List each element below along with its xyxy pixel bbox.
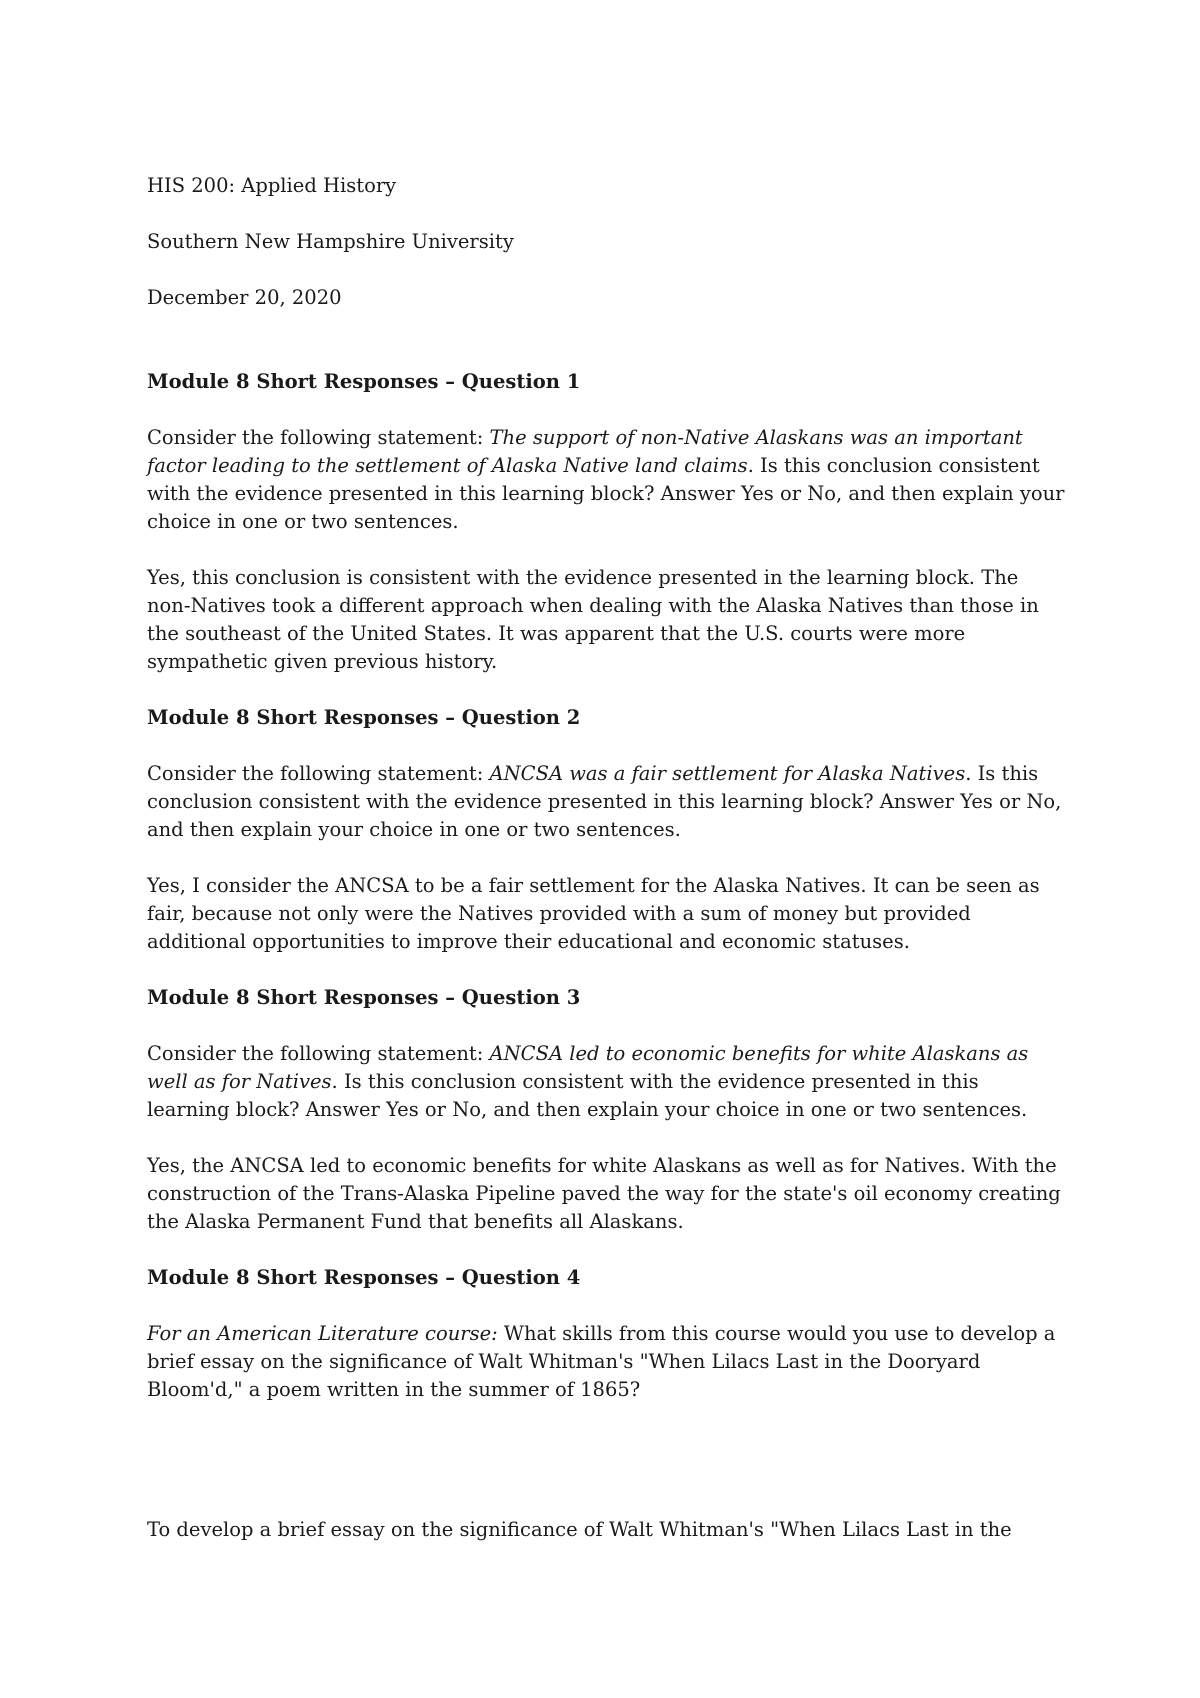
prompt-lead: Consider the following statement: <box>147 762 490 785</box>
question-heading: Module 8 Short Responses – Question 2 <box>147 706 581 729</box>
question-2-section <box>147 704 1067 956</box>
prompt-statement: For an American Literature course: <box>147 1322 498 1345</box>
question-3-section <box>147 984 1067 1236</box>
prompt-lead: Consider the following statement: <box>147 426 490 449</box>
spacer <box>147 312 1067 368</box>
university-name: Southern New Hampshire University <box>147 230 514 253</box>
answer-text: To develop a brief essay on the significance of Walt Whitman's "When Lilacs Last in the <box>147 1518 1012 1541</box>
question-prompt <box>147 1320 1067 1404</box>
question-prompt <box>147 424 1067 536</box>
prompt-tail: . Is this conclusion consistent with the evidence presented in this learning block? Answer Yes or No, and then explain your choice in one or two sentences. <box>147 454 1065 533</box>
question-heading: Module 8 Short Responses – Question 4 <box>147 1266 581 1289</box>
answer-text: Yes, I consider the ANCSA to be a fair settlement for the Alaska Natives. It can be seen as fair, because not only were the Natives provided with a sum of money but provided additional opportunities to improve their educational and economic statuses. <box>147 874 1040 953</box>
question-prompt <box>147 760 1067 844</box>
prompt-tail: . Is this conclusion consistent with the evidence presented in this learning block? Answer Yes or No, and then explain your choice in one or two sentences. <box>147 1070 1028 1121</box>
document-body <box>147 172 1067 1572</box>
question-heading: Module 8 Short Responses – Question 1 <box>147 370 581 393</box>
question-prompt <box>147 1040 1067 1124</box>
prompt-lead: Consider the following statement: <box>147 1042 490 1065</box>
prompt-statement: ANCSA was a fair settlement for Alaska Natives <box>489 762 966 785</box>
spacer <box>147 1432 1067 1516</box>
prompt-tail: . Is this conclusion consistent with the evidence presented in this learning block? Answer Yes or No, and then explain your choice in one or two sentences. <box>147 762 1062 841</box>
answer-text: Yes, the ANCSA led to economic benefits for white Alaskans as well as for Natives. With the construction of the Trans-Alaska Pipeline paved the way for the state's oil economy creating the Alaska Permanent Fund that benefits all Alaskans. <box>147 1154 1061 1233</box>
question-heading: Module 8 Short Responses – Question 3 <box>147 986 581 1009</box>
question-1-section <box>147 368 1067 676</box>
document-date: December 20, 2020 <box>147 286 342 309</box>
prompt-statement: The support of non-Native Alaskans was an important factor leading to the settlement of Alaska Native land claims <box>147 426 1023 477</box>
course-title: HIS 200: Applied History <box>147 174 397 197</box>
prompt-statement: ANCSA led to economic benefits for white Alaskans as well as for Natives <box>147 1042 1029 1093</box>
document-header <box>147 172 1067 312</box>
answer-text: Yes, this conclusion is consistent with the evidence presented in the learning block. The non-Natives took a different approach when dealing with the Alaska Natives than those in the southeast of the United States. It was apparent that the U.S. courts were more sympathetic given previous history. <box>147 566 1039 673</box>
question-4-section <box>147 1264 1067 1544</box>
prompt-tail: What skills from this course would you use to develop a brief essay on the significance of Walt Whitman's "When Lilacs Last in the Dooryard Bloom'd," a poem written in the summer of 1865? <box>147 1322 1056 1401</box>
